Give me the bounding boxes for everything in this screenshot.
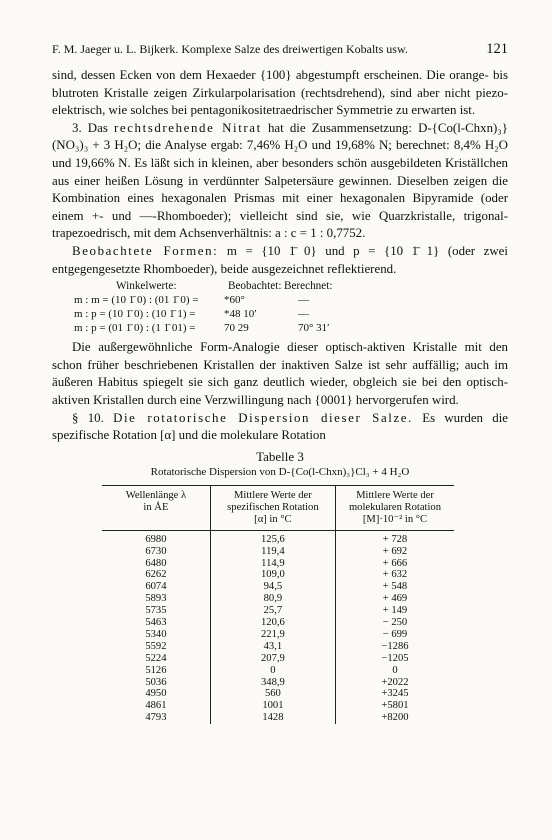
angle-row-observed: 70 29 [224,322,249,335]
paragraph-forms [52,243,508,278]
forms-text: m = {10 1̄ 0} und p = {10 1̄ 1} (oder zwei entgegengesetzte Rhomboeder), beide ausgezeichnet reflektierend. [52,243,508,276]
section-10-text: Es wurden die spezifische Rotation [α] und die molekulare Rotation [52,410,508,443]
cell-specific-rotation: 80,9 [210,593,335,605]
cell-wavelength: 6730 [145,545,167,557]
cell-specific-rotation: 119,4 [210,546,335,558]
angle-row-observed: *48 10′ [224,308,257,321]
section-10-heading: Die rotatorische Dispersion dieser Salze. [113,410,413,425]
cell-specific-rotation: 43,1 [210,641,335,653]
angle-header-angles: Winkelwerte: [116,280,177,293]
header-molecular-rotation: Mittlere Werte der molekularen Rotation [M]·10⁻² in °C [335,485,454,530]
cell-molecular-rotation: + 692 [335,546,454,558]
paragraph-nitrate [52,120,508,243]
table-row [102,617,454,629]
table-row [102,665,454,677]
cell-wavelength: 5463 [145,617,167,629]
cell-wavelength: 4950 [145,688,167,700]
cell-wavelength: 5592 [145,640,167,652]
cell-molecular-rotation: +3245 [335,688,454,700]
rotation-table [102,485,454,725]
table-row [102,558,454,570]
cell-molecular-rotation: + 469 [335,593,454,605]
paragraph-section-10 [52,410,508,445]
cell-molecular-rotation: + 149 [335,605,454,617]
cell-molecular-rotation: − 250 [335,617,454,629]
table-title: Tabelle 3 [256,448,304,464]
cell-wavelength: 5893 [145,593,167,605]
cell-wavelength: 5340 [145,628,167,640]
cell-specific-rotation: 207,9 [210,653,335,665]
cell-molecular-rotation: 0 [335,665,454,677]
cell-wavelength: 5126 [145,664,167,676]
table-row [102,546,454,558]
cell-specific-rotation: 560 [210,688,335,700]
running-head [52,41,508,59]
cell-wavelength: 4861 [145,700,167,712]
cell-specific-rotation: 25,7 [210,605,335,617]
cell-molecular-rotation: −1286 [335,641,454,653]
angle-row-calculated: — [298,308,309,321]
angle-row-label: m : m = (10 1̄ 0) : (01 1̄ 0) = [74,294,199,307]
nitrate-lead: 3. Das [72,120,114,135]
cell-specific-rotation: 109,0 [210,569,335,581]
cell-specific-rotation: 0 [210,665,335,677]
table-row [102,581,454,593]
cell-molecular-rotation: +2022 [335,677,454,689]
cell-wavelength: 6980 [145,533,167,545]
cell-wavelength: 6262 [145,569,167,581]
angle-row-label: m : p = (10 1̄ 0) : (10 1̄ 1) = [74,308,196,321]
table-row [102,653,454,665]
cell-molecular-rotation: +8200 [335,712,454,724]
table-header-row [102,485,454,530]
table-row [102,569,454,581]
paragraph-1: sind, dessen Ecken von dem Hexaeder {100} abgestumpft erscheinen. Die orange- bis blutroten Kristalle zeigen Zirkularpolarisation (rechtsdrehend), sind aber nicht piezo-elektrisch, wie solches bei pentagonikositetraedrischer Symmetrie zu erwarten ist. [52,68,508,118]
table-row [102,641,454,653]
angle-table [52,279,508,335]
cell-wavelength: 5036 [145,676,167,688]
cell-molecular-rotation: + 728 [335,530,454,545]
angle-header-calculated: Berechnet: [284,280,333,293]
cell-molecular-rotation: + 632 [335,569,454,581]
cell-specific-rotation: 348,9 [210,677,335,689]
angle-row-calculated: — [298,294,309,307]
table-row [102,688,454,700]
cell-molecular-rotation: +5801 [335,700,454,712]
table-caption: Rotatorische Dispersion von D-{Co(l-Chxn)₃}Cl₃ + 4 H₂O [150,465,410,478]
table-row [102,530,454,545]
cell-specific-rotation: 221,9 [210,629,335,641]
cell-specific-rotation: 1001 [210,700,335,712]
cell-wavelength: 5224 [145,652,167,664]
cell-molecular-rotation: − 699 [335,629,454,641]
table-row [102,593,454,605]
cell-specific-rotation: 125,6 [210,530,335,545]
forms-term: Beobachtete Formen: [72,243,219,258]
cell-specific-rotation: 120,6 [210,617,335,629]
running-head-title: F. M. Jaeger u. L. Bijkerk. Komplexe Salze des dreiwertigen Kobalts usw. [52,42,408,56]
angle-header-observed: Beobachtet: [228,280,282,293]
cell-molecular-rotation: + 548 [335,581,454,593]
cell-molecular-rotation: −1205 [335,653,454,665]
table-row [102,629,454,641]
header-specific-rotation: Mittlere Werte der spezifischen Rotation [α] in °C [210,485,335,530]
table-row [102,700,454,712]
cell-specific-rotation: 114,9 [210,558,335,570]
cell-wavelength: 4793 [145,712,167,724]
cell-specific-rotation: 1428 [210,712,335,724]
cell-wavelength: 6480 [145,557,167,569]
header-wavelength: Wellenlänge λ in ÅE [102,485,210,530]
nitrate-text: hat die Zusammensetzung: D-{Co(l-Chxn)₃}(NO₃)₃ + 3 H₂O; die Analyse ergab: 7,46% H₂O und 19,68% N; berechnet: 8,4% H₂O und 19,66% N. Es läßt sich in kleinen, aber besonders schön ausgebildeten Kriställchen aus einer heißen Lösung in verdünnter Salpetersäure gewinnen. Dieselben zeigen die Kombination eines hexagonalen Prismas mit einer hexagonalen Bipyramide (oder einem +- und —-Rhomboeder); vielleicht sind sie, wie Quarzkristalle, trigonal-trapezoedrisch, mit dem Achsenverhältnis: a : c = 1 : 0,7752. [52,120,508,241]
paragraph-analogy: Die außergewöhnliche Form-Analogie dieser optisch-aktiven Kristalle mit den schon früher beschriebenen Kristallen der inaktiven Salze ist sehr auffällig; auch im äußeren Habitus spiegelt sie sich ganz deutlich wieder, obgleich sie bei den optisch-aktiven Kristallen durch eine Verzwillingung nach {0001} hervorgerufen wird. [52,340,508,407]
cell-wavelength: 5735 [145,605,167,617]
table-row [102,677,454,689]
angle-row-calculated: 70° 31′ [298,322,330,335]
table-row [102,605,454,617]
cell-molecular-rotation: + 666 [335,558,454,570]
cell-specific-rotation: 94,5 [210,581,335,593]
page-number: 121 [486,41,508,57]
body-text [52,67,508,724]
angle-row-observed: *60° [224,294,245,307]
cell-wavelength: 6074 [145,581,167,593]
section-10-number: § 10. [72,410,114,425]
table-row [102,712,454,724]
angle-row-label: m : p = (01 1̄ 0) : (1 1̄ 01) = [74,322,196,335]
nitrate-term: rechtsdrehende Nitrat [113,120,262,135]
